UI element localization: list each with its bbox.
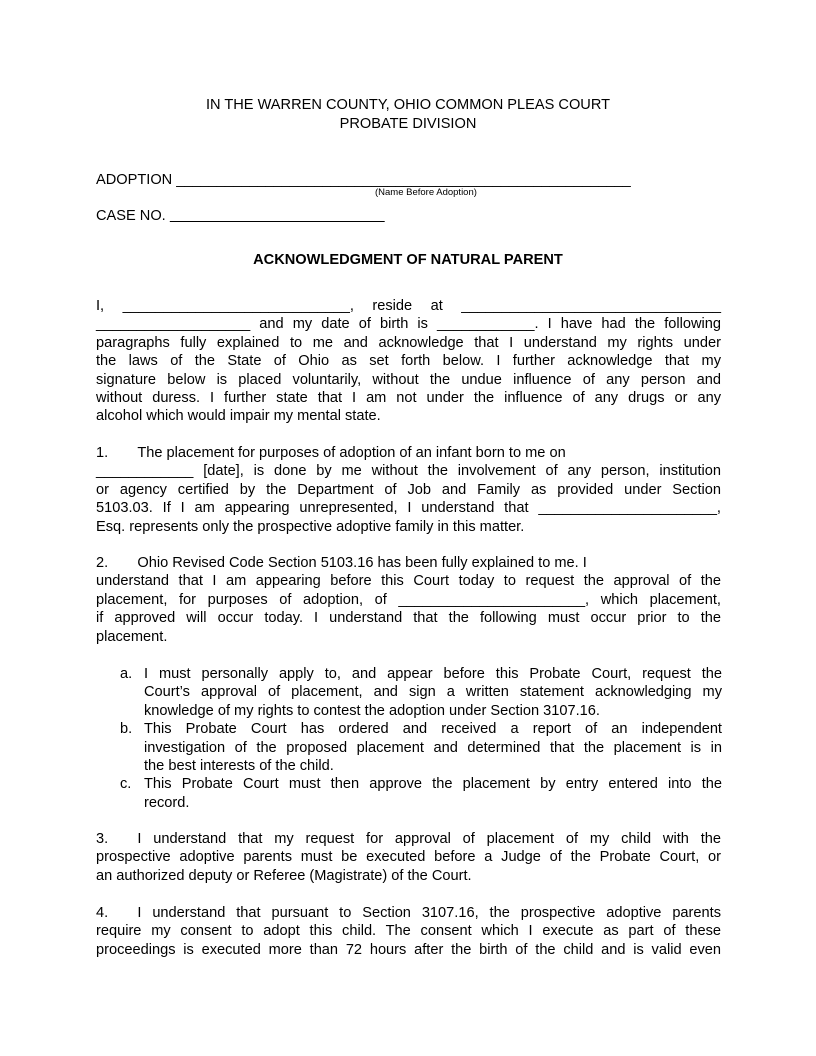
adoption-name-caption: (Name Before Adoption) [375,187,477,198]
paragraph-3-line: an authorized deputy or Referee (Magistrate) of the Court. [96,867,472,884]
paragraph-3 [96,830,721,885]
list-item-line: Court’s approval of placement, and sign a written statement acknowledging my [144,684,722,701]
list-item [120,665,722,720]
intro-line: ___________________ and my date of birth is ____________. I have had the following [96,316,721,333]
paragraph-1 [96,444,721,536]
paragraph-4-line: require my consent to adopt this child. The consent which I execute as part of these [96,923,721,940]
list-item-line: This Probate Court has ordered and received a report of an independent [144,721,722,738]
intro-line: signature below is placed voluntarily, without the undue influence of any person and [96,371,721,388]
intro-line: the laws of the State of Ohio as set forth below. I further acknowledge that my [96,353,721,370]
paragraph-1-line: Esq. represents only the prospective adoptive family in this matter. [96,518,525,535]
paragraph-4-line: 4. I understand that pursuant to Section 3107.16, the prospective adoptive parents [96,905,721,921]
paragraph-2-line: 2. Ohio Revised Code Section 5103.16 has been fully explained to me. I [96,555,587,571]
list-item-line: investigation of the proposed placement and determined that the placement is in [144,739,722,756]
list-marker: c. [120,776,132,793]
court-division: PROBATE DIVISION [339,116,477,132]
paragraph-2-line: placement. [96,628,168,645]
intro-line: I, ____________________________, reside at ________________________________ [96,298,721,314]
list-item-line: knowledge of my rights to contest the adoption under Section 3107.16. [144,702,600,719]
paragraph-2 [96,554,721,646]
list-item-line: the best interests of the child. [144,757,334,774]
case-number-label: CASE NO. [96,208,170,224]
paragraph-1-line: ____________ [date], is done by me without the involvement of any person, institution [96,463,721,480]
list-item [120,720,722,775]
case-number-line [96,207,726,225]
court-name: IN THE WARREN COUNTY, OHIO COMMON PLEAS COURT [205,97,611,113]
paragraph-1-line: 5103.03. If I am appearing unrepresented, I understand that ______________________, [96,500,721,517]
paragraph-2-line: if approved will occur today. I understand that the following must occur prior to the [96,610,721,627]
list-marker: a. [120,666,133,682]
intro-line: alcohol which would impair my mental state. [96,408,381,425]
list-item-line: record. [144,794,190,811]
paragraph-4 [96,904,721,959]
paragraph-1-line: 1. The placement for purposes of adoption of an infant born to me on [96,445,566,461]
list-item-line: This Probate Court must then approve the placement by entry entered into the [144,776,722,793]
court-header [0,96,816,134]
paragraph-3-line: prospective adoptive parents must be executed before a Judge of the Probate Court, or [96,849,721,866]
adoption-name-field[interactable]: ________________________________________________________ [176,172,631,188]
intro-line: without duress. I further state that I am not under the influence of any drugs or any [96,389,721,406]
paragraph-2-line: understand that I am appearing before this Court today to request the approval of the [96,573,721,590]
list-item [120,775,722,812]
paragraph-4-line: proceedings is executed more than 72 hours after the birth of the child and is valid even [96,941,721,958]
intro-line: paragraphs fully explained to me and acknowledge that I understand my rights under [96,334,721,351]
paragraph-1-line: or agency certified by the Department of Job and Family as provided under Section [96,481,721,498]
list-marker: b. [120,721,133,738]
intro-paragraph [96,297,721,426]
case-number-field[interactable] [170,207,368,225]
document-title: ACKNOWLEDGMENT OF NATURAL PARENT [253,252,563,268]
adoption-label: ADOPTION [96,172,177,188]
list-item-line: I must personally apply to, and appear before this Probate Court, request the [144,666,722,682]
paragraph-3-line: 3. I understand that my request for approval of placement of my child with the [96,831,721,847]
paragraph-2-line: placement, for purposes of adoption, of _______________________, which placement, [96,591,721,608]
requirements-list [120,665,722,812]
